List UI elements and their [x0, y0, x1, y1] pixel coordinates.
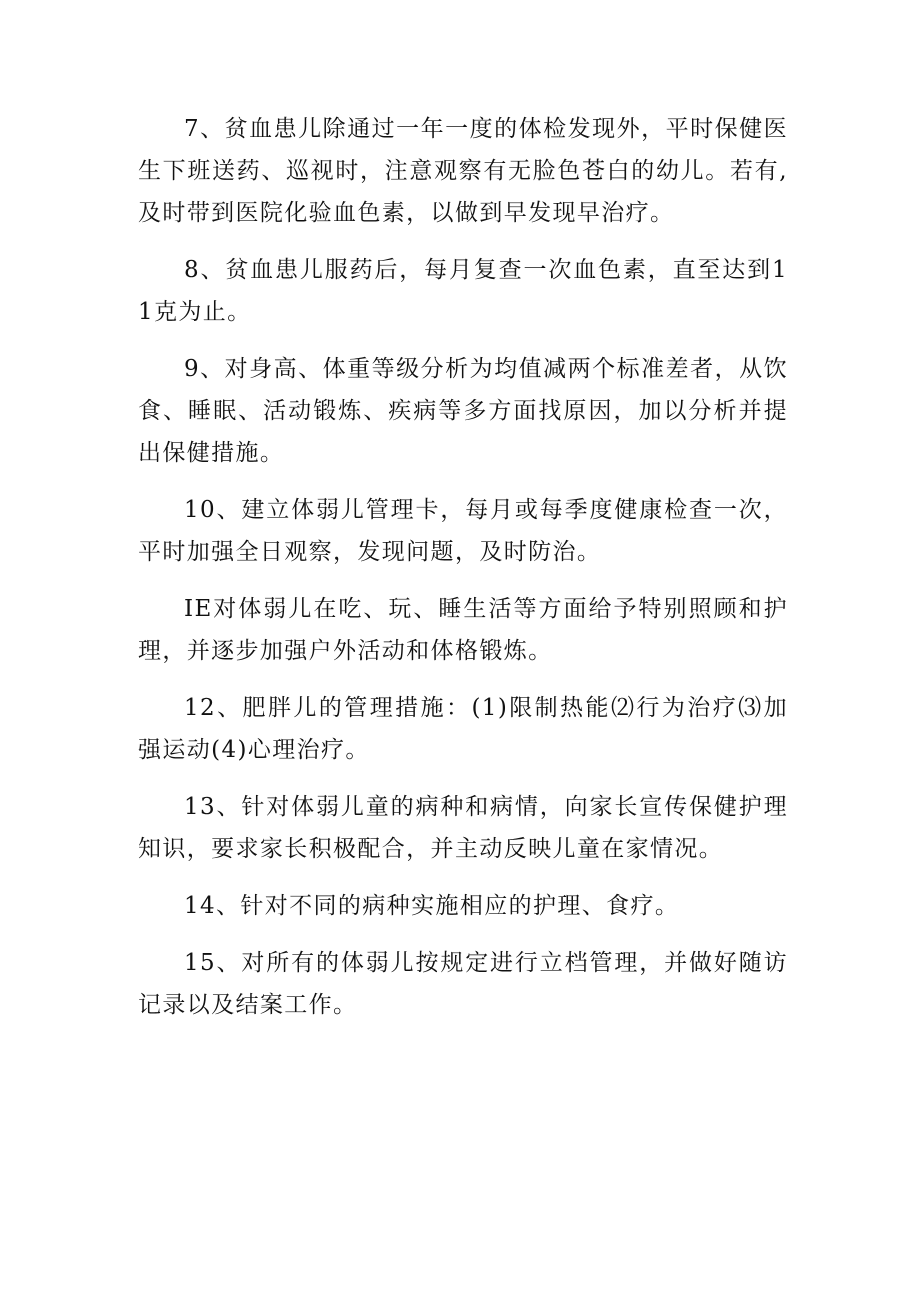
paragraph-13: 13、针对体弱儿童的病种和病情，向家长宣传保健护理知识，要求家长积极配合，并主动反映儿童在家情况。 — [138, 794, 788, 862]
paragraph-11: IE对体弱儿在吃、玩、睡生活等方面给予特别照顾和护理，并逐步加强户外活动和体格锻炼。 — [138, 596, 788, 664]
paragraph-9: 9、对身高、体重等级分析为均值减两个标准差者，从饮食、睡眠、活动锻炼、疾病等多方面找原因，加以分析并提出保健措施。 — [138, 356, 788, 466]
paragraph-10: 10、建立体弱儿管理卡，每月或每季度健康检查一次，平时加强全日观察，发现问题，及时防治。 — [138, 497, 788, 565]
paragraph-7: 7、贫血患儿除通过一年一度的体检发现外，平时保健医生下班送药、巡视时，注意观察有无脸色苍白的幼儿。若有,及时带到医院化验血色素，以做到早发现早治疗。 — [138, 116, 788, 226]
paragraph-14: 14、针对不同的病种实施相应的护理、食疗。 — [184, 893, 680, 919]
document-body — [138, 108, 788, 1026]
paragraph-15: 15、对所有的体弱儿按规定进行立档管理，并做好随访记录以及结案工作。 — [138, 950, 788, 1018]
paragraph-12: 12、肥胖儿的管理措施：(1)限制热能⑵行为治疗⑶加强运动(4)心理治疗。 — [138, 695, 788, 763]
paragraph-8: 8、贫血患儿服药后，每月复查一次血色素，直至达到11克为止。 — [138, 257, 788, 325]
